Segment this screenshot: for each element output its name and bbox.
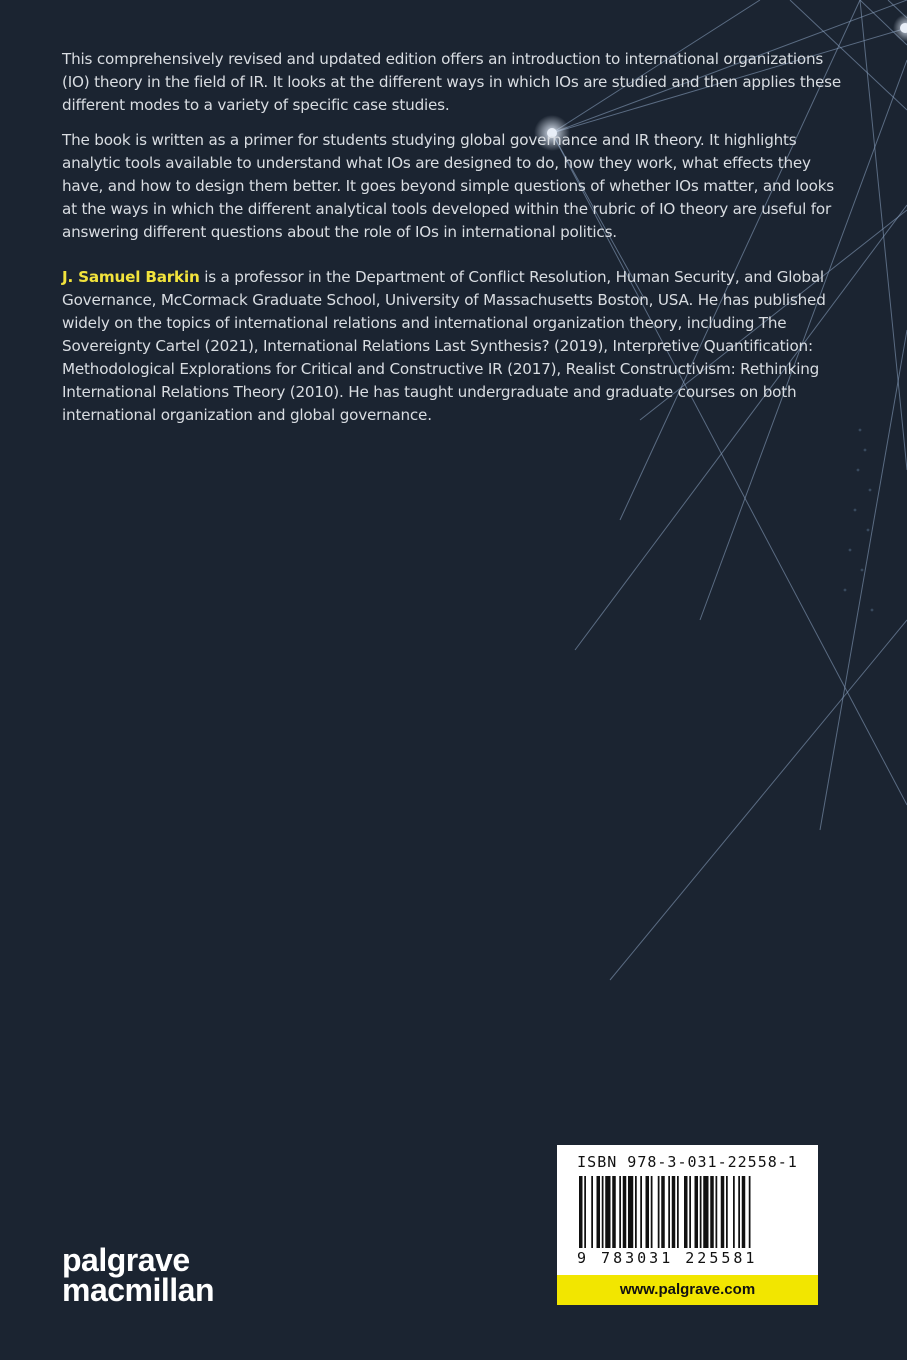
barcode-bar xyxy=(672,1176,676,1248)
description-paragraph-1: This comprehensively revised and updated edition offers an introduction to international organizations (IO) theory in the field of IR. It looks at the different ways in which IOs are studied and then applies these different modes to a variety of specific case studies. xyxy=(62,50,842,114)
barcode-bar xyxy=(738,1176,740,1248)
author-bio xyxy=(62,266,842,427)
barcode-bar xyxy=(579,1176,583,1248)
publisher-logo xyxy=(62,1242,215,1308)
barcode-bar xyxy=(628,1176,633,1248)
barcode-bar xyxy=(668,1176,670,1248)
isbn-label: ISBN 978-3-031-22558-1 xyxy=(577,1153,798,1171)
barcode-bar xyxy=(726,1176,728,1248)
barcode-bar xyxy=(749,1176,751,1248)
barcode-bar xyxy=(635,1176,637,1248)
barcode-bar xyxy=(619,1176,621,1248)
barcode-bar xyxy=(703,1176,708,1248)
author-name: J. Samuel Barkin xyxy=(62,268,200,286)
barcode-bars xyxy=(579,1176,799,1248)
barcode-bar xyxy=(716,1176,718,1248)
barcode-bar xyxy=(658,1176,660,1248)
barcode-bar xyxy=(597,1176,601,1248)
barcode-bar xyxy=(612,1176,616,1248)
ean-digits: 9 783031 225581 xyxy=(577,1249,758,1267)
barcode-bar xyxy=(684,1176,688,1248)
barcode-bar xyxy=(677,1176,679,1248)
back-cover-text xyxy=(62,48,842,439)
barcode-bar xyxy=(721,1176,725,1248)
barcode-bar xyxy=(591,1176,593,1248)
barcode-bar xyxy=(695,1176,699,1248)
barcode-bar xyxy=(646,1176,650,1248)
description-paragraph-2: The book is written as a primer for students studying global governance and IR theory. It highlights analytic tools available to understand what IOs are designed to do, how they work, what effects they have, and how to design them better. It goes beyond simple questions of whether IOs matter, and looks at the ways in which the different analytical tools developed within the rubric of IO theory are useful for answering different questions about the role of IOs in international politics. xyxy=(62,131,835,241)
barcode-bar xyxy=(640,1176,642,1248)
barcode-bar xyxy=(602,1176,604,1248)
barcode-bar xyxy=(689,1176,691,1248)
barcode-panel xyxy=(557,1145,818,1305)
barcode-bar xyxy=(661,1176,665,1248)
barcode-bar xyxy=(742,1176,746,1248)
barcode-bar xyxy=(700,1176,702,1248)
barcode-bar xyxy=(623,1176,627,1248)
barcode-bar xyxy=(651,1176,653,1248)
logo-line-macmillan: macmillan xyxy=(62,1272,215,1308)
logo-line-palgrave: palgrave xyxy=(62,1242,190,1278)
barcode-bar xyxy=(605,1176,610,1248)
author-bio-text: is a professor in the Department of Conflict Resolution, Human Security, and Global Governance, McCormack Graduate School, University of Massachusetts Boston, USA. He has published widely on the topics of international relations and international organization theory, including The Sovereignty Cartel (2021), International Relations Last Synthesis? (2019), Interpretive Quantification: Methodological Explorations for Critical and Constructive IR (2017), Realist Constructivism: Rethinking International Relations Theory (2010). He has taught undergraduate and graduate courses on both international organization and global governance. xyxy=(62,268,826,424)
barcode-bar xyxy=(584,1176,586,1248)
barcode-bar xyxy=(710,1176,714,1248)
publisher-url: www.palgrave.com xyxy=(557,1275,818,1305)
barcode-bar xyxy=(733,1176,735,1248)
